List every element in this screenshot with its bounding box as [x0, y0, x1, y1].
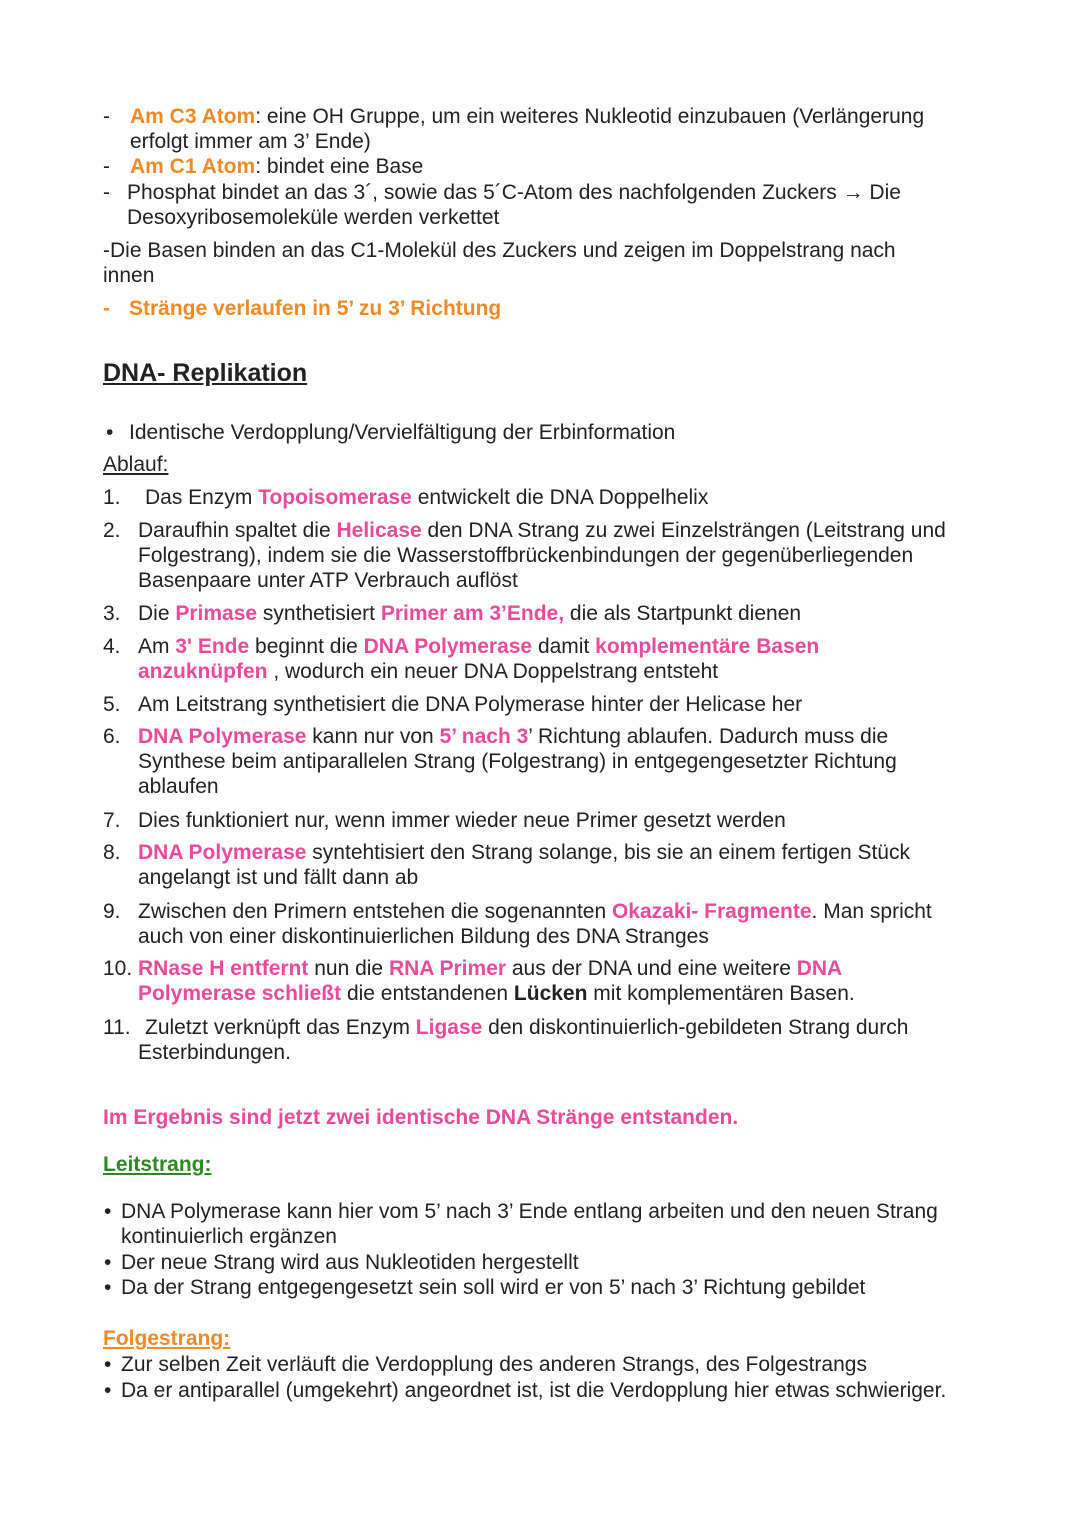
- step-2: Daraufhin spaltet die Helicase den DNA Strang zu zwei Einzelsträngen (Leitstrang und: [138, 519, 946, 542]
- top-item-phosphat-cont: Desoxyribosemoleküle werden verkettet: [127, 206, 500, 229]
- leitstrang-item: Der neue Strang wird aus Nukleotiden hergestellt: [121, 1251, 579, 1274]
- ablauf-label: Ablauf:: [103, 453, 169, 476]
- section-heading: DNA- Replikation: [103, 359, 308, 387]
- step-8-cont: angelangt ist und fällt dann ab: [138, 866, 419, 889]
- folgestrang-heading: Folgestrang:: [103, 1327, 231, 1350]
- step-6: DNA Polymerase kann nur von 5’ nach 3’ Richtung ablaufen. Dadurch muss die: [138, 725, 889, 748]
- step-6-cont: ablaufen: [138, 775, 219, 798]
- step-4: Am 3' Ende beginnt die DNA Polymerase damit komplementäre Basen: [138, 635, 820, 658]
- top-item-richtung: Stränge verlaufen in 5’ zu 3’ Richtung: [129, 297, 502, 320]
- step-number: 9.: [103, 900, 121, 923]
- step-11-cont: Esterbindungen.: [138, 1041, 291, 1064]
- step-number: 7.: [103, 809, 121, 832]
- step-number: 2.: [103, 519, 121, 542]
- step-6-cont: Synthese beim antiparallelen Strang (Folgestrang) in entgegengesetzter Richtung: [138, 750, 897, 773]
- folgestrang-item: Da er antiparallel (umgekehrt) angeordnet ist, ist die Verdopplung hier etwas schwieriger.: [121, 1379, 947, 1402]
- step-number: 10.: [103, 957, 133, 980]
- step-number: 3.: [103, 602, 121, 625]
- dash-marker: -: [103, 155, 110, 178]
- step-10-cont: Polymerase schließt die entstandenen Lücken mit komplementären Basen.: [138, 982, 855, 1005]
- top-item-c3: Am C3 Atom: eine OH Gruppe, um ein weiteres Nukleotid einzubauen (Verlängerung: [130, 105, 925, 128]
- bullet-marker: •: [104, 1200, 112, 1223]
- step-5: Am Leitstrang synthetisiert die DNA Polymerase hinter der Helicase her: [138, 693, 803, 716]
- leitstrang-item: Da der Strang entgegengesetzt sein soll wird er von 5’ nach 3’ Richtung gebildet: [121, 1276, 866, 1299]
- bullet-marker: •: [104, 1379, 112, 1402]
- bullet-marker: •: [104, 1251, 112, 1274]
- step-number: 4.: [103, 635, 121, 658]
- leitstrang-item: DNA Polymerase kann hier vom 5’ nach 3’ Ende entlang arbeiten und den neuen Strang: [121, 1200, 938, 1223]
- bullet-marker: •: [104, 1276, 112, 1299]
- top-item-phosphat: Phosphat bindet an das 3´, sowie das 5´C-Atom des nachfolgenden Zuckers → Die: [127, 181, 901, 204]
- folgestrang-item: Zur selben Zeit verläuft die Verdopplung des anderen Strangs, des Folgestrangs: [121, 1353, 867, 1376]
- step-2-cont: Folgestrang), indem sie die Wasserstoffbrückenbindungen der gegenüberliegenden: [138, 544, 914, 567]
- bullet-marker: •: [106, 421, 114, 444]
- top-item-basen-cont: innen: [103, 264, 155, 287]
- step-4-cont: anzuknüpfen , wodurch ein neuer DNA Doppelstrang entsteht: [138, 660, 719, 683]
- step-1: Das Enzym Topoisomerase entwickelt die DNA Doppelhelix: [145, 486, 709, 509]
- step-number: 11.: [103, 1016, 131, 1039]
- intro-text: Identische Verdopplung/Vervielfältigung der Erbinformation: [129, 421, 676, 444]
- top-item-basen: -Die Basen binden an das C1-Molekül des Zuckers und zeigen im Doppelstrang nach: [103, 239, 896, 262]
- top-item-c1: Am C1 Atom: bindet eine Base: [130, 155, 424, 178]
- step-number: 5.: [103, 693, 121, 716]
- dash-marker: -: [103, 181, 110, 204]
- step-9: Zwischen den Primern entstehen die sogenannten Okazaki- Fragmente. Man spricht: [138, 900, 932, 923]
- result-text: Im Ergebnis sind jetzt zwei identische DNA Stränge entstanden.: [103, 1106, 739, 1129]
- step-number: 6.: [103, 725, 121, 748]
- step-number: 8.: [103, 841, 121, 864]
- leitstrang-item-cont: kontinuierlich ergänzen: [121, 1225, 337, 1248]
- step-2-cont: Basenpaare unter ATP Verbrauch auflöst: [138, 569, 518, 592]
- step-11: Zuletzt verknüpft das Enzym Ligase den diskontinuierlich-gebildeten Strang durch: [145, 1016, 909, 1039]
- leitstrang-heading: Leitstrang:: [103, 1153, 212, 1176]
- dash-marker: -: [103, 105, 110, 128]
- bullet-marker: •: [104, 1353, 112, 1376]
- dash-marker: -: [103, 297, 110, 320]
- step-9-cont: auch von einer diskontinuierlichen Bildung des DNA Stranges: [138, 925, 709, 948]
- step-10: RNase H entfernt nun die RNA Primer aus der DNA und eine weitere DNA: [138, 957, 843, 980]
- step-8: DNA Polymerase syntehtisiert den Strang solange, bis sie an einem fertigen Stück: [138, 841, 910, 864]
- step-number: 1.: [103, 486, 121, 509]
- top-item-c3-cont: erfolgt immer am 3’ Ende): [130, 130, 371, 153]
- step-3: Die Primase synthetisiert Primer am 3’Ende, die als Startpunkt dienen: [138, 602, 802, 625]
- step-7: Dies funktioniert nur, wenn immer wieder neue Primer gesetzt werden: [138, 809, 786, 832]
